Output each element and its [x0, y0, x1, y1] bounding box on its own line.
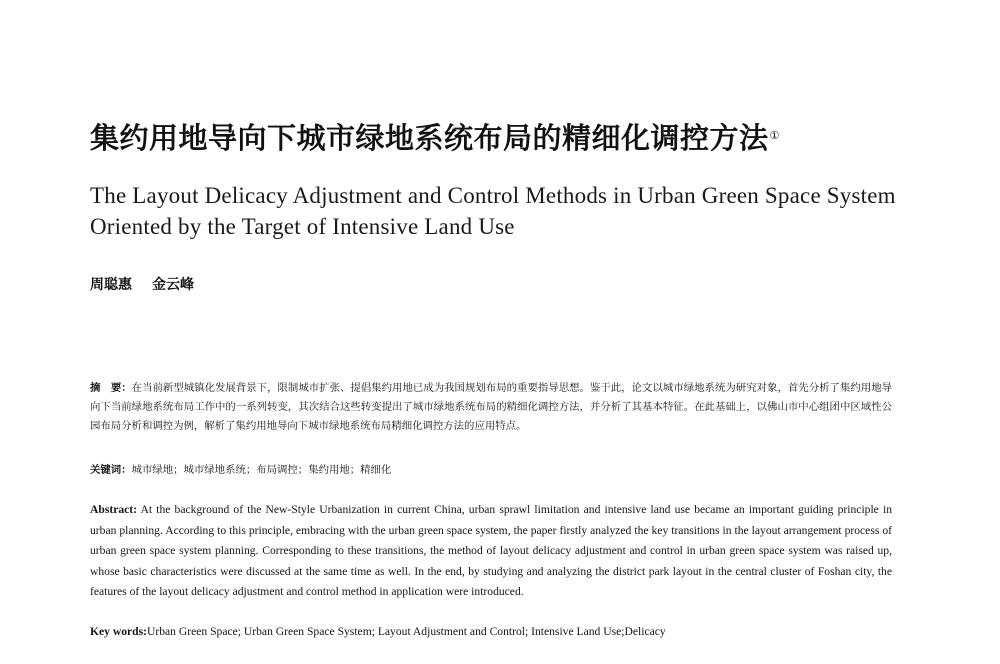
title-footnote-mark[interactable]: ①: [769, 129, 780, 142]
abstract-chinese: [90, 379, 892, 436]
keywords-cn-text: 城市绿地；城市绿地系统；布局调控；集约用地；精细化: [131, 464, 392, 476]
abstract-cn-text: 在当前新型城镇化发展背景下，限制城市扩张、提倡集约用地已成为我国规划布局的重要指导思想。鉴于此，论文以城市绿地系统为研究对象，首先分析了集约用地导向下当前绿地系统布局工作中的一系列转变，其次结合这些转变提出了城市绿地系统布局的精细化调控方法，并分析了其基本特征。在此基础上，以佛山市中心组团中区域性公园布局分析和调控为例，解析了集约用地导向下城市绿地系统布局精细化调控方法的应用特点。: [90, 382, 893, 432]
paper-title-english: The Layout Delicacy Adjustment and Control Methods in Urban Green Space System Oriented by the Target of Intensive Land Use: [90, 183, 896, 239]
keywords-english: [90, 622, 892, 642]
abstract-en-label: Abstract:: [90, 503, 138, 516]
keywords-cn-label: 关键词：: [90, 464, 132, 476]
author-list: [90, 275, 194, 295]
abstract-cn-label: 摘 要：: [90, 382, 132, 394]
keywords-en-text: Urban Green Space; Urban Green Space System; Layout Adjustment and Control; Intensive Land Use;Delicacy: [147, 625, 666, 638]
title-cn-text: 集约用地导向下城市绿地系统布局的精细化调控方法: [90, 121, 769, 155]
paper-title-chinese: [90, 118, 910, 158]
author-name: 周聪惠: [90, 277, 132, 293]
author-name: 金云峰: [152, 277, 194, 293]
keywords-chinese: [90, 461, 892, 480]
abstract-english: [90, 500, 892, 603]
abstract-en-text: At the background of the New-Style Urbanization in current China, urban sprawl limitation and intensive land use became an important guiding principle in urban planning. According to this principle, embracing with the urban green space system, the paper firstly analyzed the key transitions in the layout arrangement process of urban green space system planning. Corresponding to these transitions, the method of layout delicacy adjustment and control in urban green space system was raised up, whose basic characteristics were discussed at the same time as well. In the end, by studying and analyzing the district park layout in the central cluster of Foshan city, the features of the layout delicacy adjustment and control method in application were introduced.: [90, 503, 892, 599]
keywords-en-label: Key words:: [90, 625, 147, 638]
